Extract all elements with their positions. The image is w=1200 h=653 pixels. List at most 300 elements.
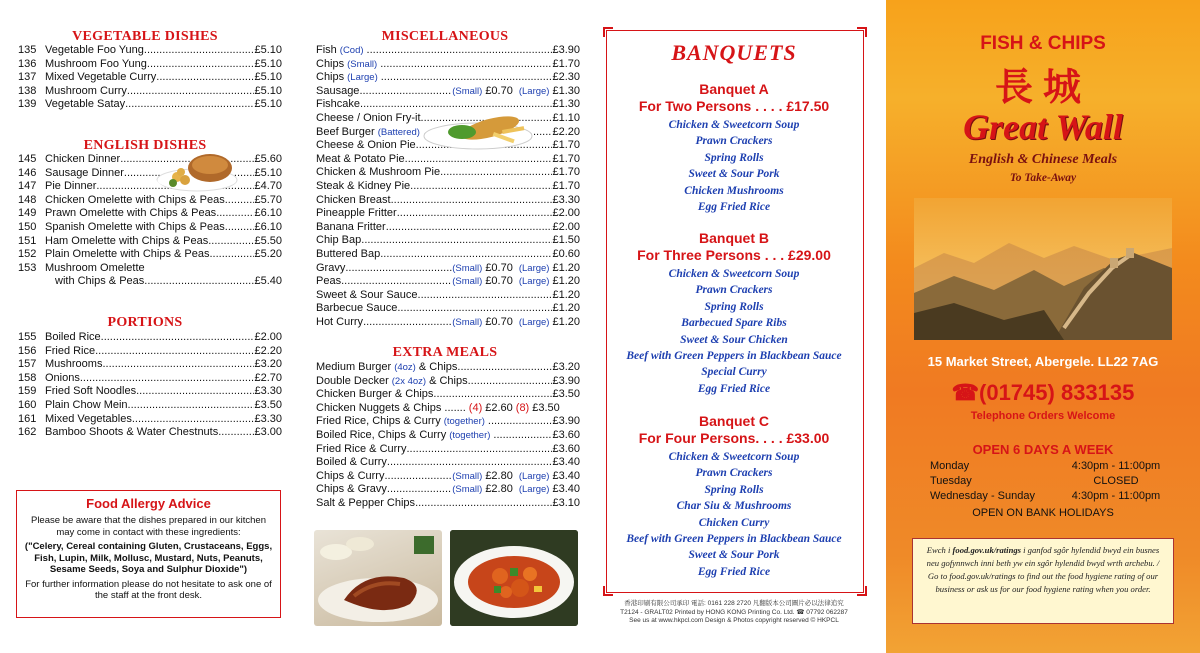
item-price: £3.40 — [552, 456, 580, 469]
menu-item-row — [300, 58, 590, 72]
dot-leader — [225, 221, 255, 235]
opening-hours — [930, 459, 1172, 504]
item-price: £5.40 — [254, 275, 282, 288]
item-name: Mushroom Omelette — [45, 261, 145, 274]
item-price: £1.70 — [552, 57, 580, 70]
item-name: Chicken Nuggets & Chips ....... — [316, 401, 466, 414]
banquet-dish: Sweet & Sour Pork — [688, 549, 780, 562]
banquet-a — [598, 81, 870, 215]
allergy-footer: For further information please do not hesitate to ask one of the staff at the front desk. — [25, 578, 272, 601]
miscellaneous-title: MISCELLANEOUS — [381, 29, 509, 44]
item-line — [45, 399, 282, 413]
item-name: Fried Rice & Curry — [316, 442, 407, 455]
menu-item-row — [300, 44, 590, 58]
item-name: Peas — [316, 275, 342, 288]
dot-leader — [156, 71, 254, 85]
item-name: Meat & Potato Pie — [316, 152, 405, 165]
menu-item-row — [0, 358, 290, 372]
great-wall-photo — [914, 198, 1172, 340]
item-price: £3.20 — [254, 358, 282, 371]
extra-meals-list — [300, 361, 590, 511]
dot-leader — [359, 85, 452, 99]
item-price: £5.10 — [254, 84, 282, 97]
menu-item-row — [0, 235, 290, 249]
item-line — [45, 44, 282, 58]
banquet-dish: Beef with Green Peppers in Blackbean Sauce — [626, 350, 842, 363]
item-line — [316, 302, 580, 316]
miscellaneous-list — [300, 44, 590, 329]
dot-leader — [457, 361, 552, 375]
item-note: (together) — [443, 416, 485, 428]
item-price: £3.20 — [552, 361, 580, 373]
banquet-b — [598, 230, 870, 397]
item-line — [45, 207, 282, 221]
menu-item-row — [0, 167, 290, 181]
item-name: Double Decker — [316, 374, 389, 387]
menu-item-row — [300, 262, 590, 276]
menu-item-row — [300, 483, 590, 497]
item-name: Mushroom Curry — [45, 84, 127, 97]
dot-leader — [95, 345, 254, 359]
menu-panel-middle — [300, 0, 590, 653]
dot-leader — [102, 358, 254, 372]
item-line — [316, 415, 580, 429]
dot-leader — [341, 275, 452, 289]
menu-item-row — [300, 194, 590, 208]
item-number: 161 — [18, 412, 37, 425]
item-line — [45, 345, 282, 359]
item-name: Onions — [45, 371, 80, 384]
item-line — [45, 372, 282, 386]
dot-leader — [397, 207, 553, 221]
item-line — [316, 44, 580, 58]
fish-chips-heading: FISH & CHIPS — [980, 33, 1106, 54]
banquets-panel — [598, 0, 870, 653]
dot-leader — [125, 98, 254, 112]
dot-leader — [410, 180, 552, 194]
item-price: £3.30 — [254, 385, 282, 398]
item-price: £1.30 — [552, 84, 580, 97]
small-price: £2.80 — [485, 469, 513, 482]
large-label: (Large) — [518, 276, 550, 288]
dot-leader — [384, 470, 452, 484]
item-price: £5.20 — [254, 248, 282, 261]
printer-line-2: T2124 - GRALT02 Printed by HONG KONG Printing Co. Ltd. ☎ 07792 062287 — [620, 608, 848, 616]
small-label: (Small) — [452, 276, 483, 288]
banquet-dish: Sweet & Sour Chicken — [680, 333, 788, 346]
item-price: £3.50 — [552, 388, 580, 401]
qty-small-price: £2.60 — [485, 401, 513, 414]
item-line — [316, 483, 580, 497]
item-name: Pie Dinner — [45, 180, 97, 193]
item-number: 153 — [18, 261, 37, 274]
item-name: Gravy — [316, 261, 346, 274]
restaurant-name: Great Wall — [963, 107, 1123, 147]
item-line — [316, 234, 580, 248]
english-dishes-list — [0, 153, 290, 289]
item-line — [45, 413, 282, 427]
item-note: (2x 4oz) — [391, 375, 427, 387]
menu-item-row — [0, 331, 290, 345]
item-name: Chicken & Mushroom Pie — [316, 166, 441, 179]
dot-leader — [468, 375, 553, 389]
item-name: Vegetable Satay — [45, 98, 126, 111]
item-name: with Chips & Peas — [55, 275, 145, 288]
menu-item-row — [0, 85, 290, 99]
item-line — [45, 221, 282, 235]
banquet-dish: Sweet & Sour Pork — [688, 168, 780, 181]
menu-item-row — [0, 58, 290, 72]
item-line — [316, 207, 580, 221]
item-line — [45, 58, 282, 72]
hours-row — [930, 459, 1172, 474]
banquet-a-name: Banquet A — [699, 81, 769, 97]
dot-leader — [381, 71, 553, 85]
item-name: Ham Omelette with Chips & Peas — [45, 234, 209, 247]
item-number: 160 — [18, 398, 37, 411]
dot-leader — [415, 497, 552, 511]
dot-leader — [132, 413, 255, 427]
menu-item-row — [0, 221, 290, 235]
item-number: 135 — [18, 44, 37, 56]
dot-leader — [209, 248, 254, 262]
item-name: Spanish Omelette with Chips & Peas — [45, 220, 225, 233]
takeaway-text: To Take-Away — [1009, 172, 1077, 184]
item-line — [316, 402, 580, 416]
item-price: £4.70 — [254, 180, 282, 193]
item-name: Boiled Rice, Chips & Curry — [316, 428, 447, 441]
banquet-dish: Spring Rolls — [704, 483, 764, 496]
item-line — [316, 262, 580, 276]
hygiene-link[interactable]: food.gov.uk/ratings — [952, 545, 1021, 555]
dot-leader — [127, 85, 255, 99]
menu-item-row — [0, 413, 290, 427]
item-price: £3.60 — [552, 442, 580, 455]
allergy-list: ("Celery, Cereal containing Gluten, Crustaceans, Eggs, Fish, Lupin, Milk, Mollusc, Mustard, Nuts, Peanuts, Sesame Seeds, Soya and Sulphur Dioxide") — [24, 541, 273, 575]
item-price: £1.70 — [552, 166, 580, 179]
menu-item-row — [0, 44, 290, 58]
small-label: (Small) — [452, 484, 483, 496]
large-label: (Large) — [518, 262, 550, 274]
menu-item-row — [300, 429, 590, 443]
item-price: £1.20 — [552, 288, 580, 301]
item-name: Boiled & Curry — [316, 456, 387, 469]
dot-leader — [128, 399, 255, 413]
item-line — [316, 388, 580, 402]
item-number: 149 — [18, 207, 37, 220]
banquet-dish: Char Siu & Mushrooms — [676, 500, 792, 513]
banquet-dish: Chicken & Sweetcorn Soup — [668, 119, 800, 131]
dot-leader — [144, 275, 254, 289]
hours-time: 4:30pm - 11:00pm — [1071, 460, 1161, 472]
banquet-dish: Egg Fried Rice — [697, 201, 771, 214]
item-name: Sausage — [316, 84, 360, 97]
item-price: £1.70 — [552, 152, 580, 165]
menu-item-row — [300, 275, 590, 289]
banquet-dish: Chicken & Sweetcorn Soup — [668, 268, 800, 280]
pie-dinner-photo — [155, 150, 240, 192]
front-cover-panel — [886, 0, 1200, 653]
banquet-dish: Chicken Curry — [698, 516, 770, 529]
menu-item-row — [300, 85, 590, 99]
item-price: £5.10 — [254, 44, 282, 56]
item-price: £3.50 — [532, 401, 560, 414]
open-days: OPEN 6 DAYS A WEEK — [972, 442, 1114, 457]
banquet-c-items — [598, 449, 870, 580]
menu-item-row — [300, 180, 590, 194]
menu-item-row — [300, 497, 590, 511]
item-line — [45, 71, 282, 85]
menu-item-row — [300, 388, 590, 402]
dot-leader — [406, 443, 552, 457]
item-name: Mushrooms — [45, 358, 103, 371]
item-price: £3.90 — [552, 415, 580, 428]
item-line — [45, 358, 282, 372]
menu-item-row — [0, 194, 290, 208]
item-name: Steak & Kidney Pie — [316, 179, 411, 192]
dot-leader — [361, 234, 552, 248]
item-price: £2.00 — [552, 220, 580, 233]
large-label: (Large) — [518, 316, 550, 328]
item-name: Fried Rice — [45, 344, 96, 357]
item-number: 137 — [18, 71, 37, 84]
dot-leader — [218, 426, 254, 440]
dot-leader — [147, 58, 255, 72]
banquet-dish: Beef with Green Peppers in Blackbean Sauce — [626, 533, 842, 546]
large-label: (Large) — [518, 85, 550, 97]
item-price: £2.70 — [254, 371, 282, 384]
item-name-suffix: & Chips — [429, 374, 468, 387]
item-number: 162 — [18, 426, 37, 439]
item-line — [316, 153, 580, 167]
hours-time: 4:30pm - 11:00pm — [1071, 490, 1161, 502]
dot-leader — [345, 262, 452, 276]
hygiene-text-1: Ewch i — [926, 545, 953, 555]
item-line — [316, 361, 580, 375]
item-price: £2.00 — [552, 207, 580, 220]
menu-item-row — [0, 153, 290, 167]
qty-small-label: (4) — [468, 401, 483, 414]
portions-list — [0, 331, 290, 440]
phone-number[interactable]: ☎(01745) 833135 — [951, 380, 1135, 405]
menu-item-row — [0, 385, 290, 399]
menu-item-row — [300, 221, 590, 235]
dot-leader — [488, 415, 553, 429]
menu-item-row — [300, 316, 590, 330]
item-line — [316, 71, 580, 85]
hygiene-rating-box — [912, 538, 1174, 624]
item-number: 147 — [18, 180, 37, 193]
item-number: 138 — [18, 84, 37, 97]
item-number: 146 — [18, 166, 37, 179]
item-name: Mushroom Foo Yung — [45, 57, 147, 70]
item-number: 145 — [18, 153, 37, 165]
item-price: £2.20 — [552, 125, 580, 138]
hours-time: CLOSED — [1093, 475, 1139, 487]
menu-item-row — [300, 234, 590, 248]
dot-leader — [433, 388, 552, 402]
item-name: Barbecue Sauce — [316, 302, 398, 315]
bank-holidays: OPEN ON BANK HOLIDAYS — [972, 507, 1114, 519]
item-line — [45, 98, 282, 112]
sweet-sour-chicken-photo — [450, 530, 578, 626]
item-line — [55, 275, 282, 289]
menu-item-row — [0, 71, 290, 85]
item-name: Chips & Curry — [316, 469, 385, 482]
item-line — [316, 180, 580, 194]
item-name: Chip Bap — [316, 234, 362, 247]
menu-item-row — [0, 262, 290, 276]
banquet-dish: Spring Rolls — [704, 151, 764, 164]
item-line — [316, 85, 580, 99]
banquet-b-persons: For Three Persons . . . £29.00 — [637, 247, 831, 263]
item-line — [45, 194, 282, 208]
dot-leader — [208, 235, 254, 249]
item-price: £1.20 — [552, 275, 580, 288]
item-line — [45, 426, 282, 440]
banquet-dish: Special Curry — [701, 366, 767, 379]
item-price: £3.30 — [254, 412, 282, 425]
fish-and-chips-photo — [422, 108, 534, 150]
item-price: £1.50 — [552, 234, 580, 247]
item-number: 148 — [18, 193, 37, 206]
item-line — [316, 316, 580, 330]
item-name: Bamboo Shoots & Water Chestnuts — [45, 426, 219, 439]
item-name: Prawn Omelette with Chips & Peas — [45, 207, 217, 220]
chinese-name: 長城 — [994, 65, 1091, 109]
dot-leader — [380, 58, 552, 72]
item-price: £5.70 — [254, 193, 282, 206]
item-line — [45, 385, 282, 399]
item-name: Buttered Bap — [316, 247, 381, 260]
item-name: Fried Rice, Chips & Curry — [316, 415, 441, 428]
dot-leader — [136, 385, 254, 399]
item-line — [316, 166, 580, 180]
small-price: £0.70 — [485, 261, 513, 274]
dot-leader — [391, 194, 553, 208]
banquet-a-items — [598, 117, 870, 215]
dot-leader — [405, 153, 553, 167]
item-price: £1.30 — [552, 98, 580, 111]
banquet-a-persons: For Two Persons . . . . £17.50 — [638, 98, 830, 114]
banquet-c-persons: For Four Persons. . . . £33.00 — [638, 430, 830, 446]
menu-item-row — [300, 361, 590, 375]
menu-item-row — [300, 470, 590, 484]
item-name: Cheese / Onion Fry-it — [316, 111, 421, 124]
banquet-dish: Spring Rolls — [704, 300, 764, 313]
english-dishes-title: ENGLISH DISHES — [83, 138, 207, 153]
banquet-dish: Barbecued Spare Ribs — [681, 317, 787, 330]
banquet-dish: Egg Fried Rice — [697, 382, 771, 395]
item-price: £5.50 — [254, 234, 282, 247]
portions-title: PORTIONS — [107, 315, 183, 330]
menu-item-row — [300, 207, 590, 221]
item-number: 157 — [18, 358, 37, 371]
banquets-title: BANQUETS — [671, 40, 797, 65]
large-label: (Large) — [518, 484, 550, 496]
item-name: Cheese & Onion Pie — [316, 139, 416, 152]
menu-item-row — [300, 415, 590, 429]
dot-leader — [101, 331, 255, 345]
menu-item-row — [0, 98, 290, 112]
banquet-b-items — [598, 266, 870, 397]
item-note: (together) — [449, 429, 491, 441]
dot-leader — [418, 289, 553, 303]
hours-day: Wednesday - Sunday — [930, 490, 1035, 502]
menu-item-row — [300, 302, 590, 316]
item-note: (4oz) — [394, 362, 416, 373]
small-label: (Small) — [452, 470, 483, 482]
printer-line-3: See us at www.hkpcl.com Design & Photos copyright reserved © HKPCL — [629, 617, 839, 624]
item-price: £5.10 — [254, 98, 282, 111]
item-name: Sweet & Sour Sauce — [316, 288, 418, 301]
item-name: Chicken Breast — [316, 193, 391, 206]
dot-leader — [380, 248, 552, 262]
menu-item-row — [0, 426, 290, 440]
item-price: £1.20 — [552, 315, 580, 328]
item-line — [45, 262, 282, 276]
dot-leader — [367, 44, 553, 58]
item-name-suffix: & Chips — [418, 361, 458, 373]
item-price: £3.90 — [552, 374, 580, 387]
menu-item-row — [0, 275, 290, 289]
item-price: £5.10 — [254, 57, 282, 70]
menu-item-row — [0, 180, 290, 194]
item-name: Salt & Pepper Chips — [316, 496, 416, 509]
item-name: Vegetable Foo Yung — [45, 44, 144, 56]
address: 15 Market Street, Abergele. LL22 7AG — [927, 354, 1159, 369]
item-line — [45, 85, 282, 99]
item-price: £5.10 — [254, 71, 282, 84]
menu-item-row — [0, 207, 290, 221]
item-price: £3.40 — [552, 469, 580, 482]
item-price: £3.40 — [552, 483, 580, 496]
small-price: £0.70 — [485, 315, 513, 328]
dot-leader — [440, 166, 552, 180]
item-price: £1.20 — [552, 302, 580, 315]
item-number: 151 — [18, 234, 37, 247]
item-note: (Cod) — [339, 45, 364, 56]
item-line — [316, 429, 580, 443]
dot-leader — [363, 316, 452, 330]
item-number: 136 — [18, 57, 37, 70]
item-price: £3.60 — [552, 428, 580, 441]
dot-leader — [397, 302, 552, 316]
item-price: £2.30 — [552, 71, 580, 84]
banquet-c — [598, 413, 870, 580]
vegetable-dishes-title: VEGETABLE DISHES — [72, 29, 218, 44]
item-name: Plain Chow Mein — [45, 398, 128, 411]
dot-leader — [225, 194, 255, 208]
menu-item-row — [300, 248, 590, 262]
item-price: £6.10 — [254, 207, 282, 220]
item-name: Chicken Dinner — [45, 153, 121, 165]
dot-leader — [387, 483, 452, 497]
item-line — [45, 248, 282, 262]
menu-item-row — [300, 166, 590, 180]
allergy-intro: Please be aware that the dishes prepared in our kitchen may come in contact with these ingredients: — [30, 515, 266, 538]
item-price: £1.70 — [552, 139, 580, 152]
item-name: Chips & Gravy — [316, 483, 387, 496]
dot-leader — [387, 456, 553, 470]
food-allergy-box — [16, 490, 281, 618]
hygiene-text-2: i ganfod sgôr hylendid bwyd ein busnes neu gofynnwch inni beth yw ein sgôr hylendid bwyd wrth archebu. / Go to food.gov.uk/ratings to find out the food hygiene rating of our business or ask us for our food hygiene rating when you order. — [926, 545, 1160, 594]
item-line — [316, 221, 580, 235]
qty-large-label: (8) — [515, 401, 530, 414]
item-name: Hot Curry — [316, 315, 364, 328]
banquet-dish: Prawn Crackers — [695, 135, 773, 148]
item-number: 159 — [18, 385, 37, 398]
